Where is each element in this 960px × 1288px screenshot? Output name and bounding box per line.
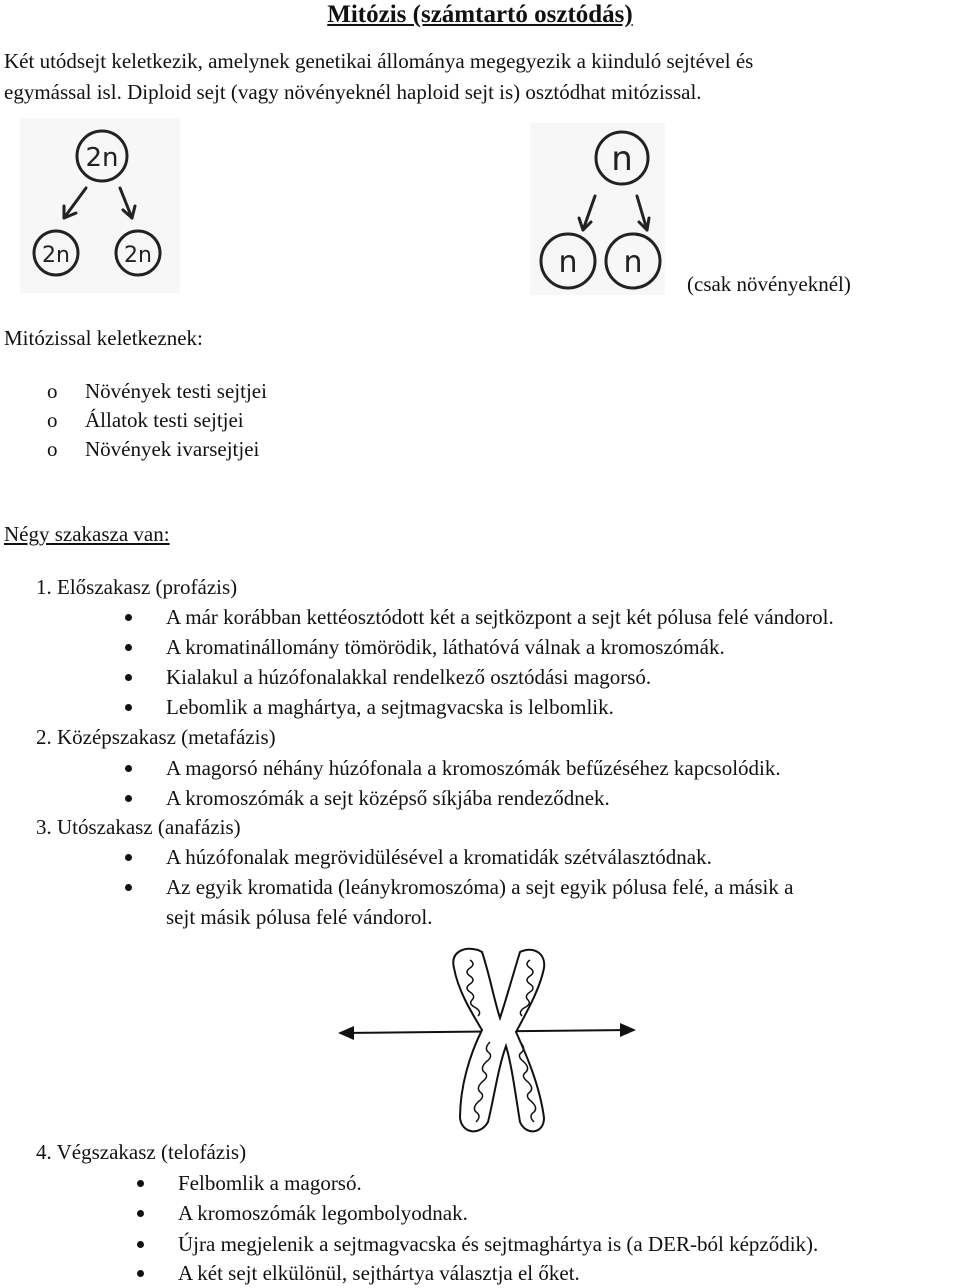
list-item: o Állatok testi sejtjei	[47, 408, 244, 432]
diploid-division-diagram	[20, 118, 190, 298]
phase-label: 3. Utószakasz (anafázis)	[36, 815, 241, 839]
plants-only-note: (csak növényeknél)	[687, 272, 851, 296]
list-marker: o	[47, 408, 58, 432]
intro-line-2: egymással isl. Diploid sejt (vagy növényeknél haploid sejt is) osztódhat mitózissal.	[4, 80, 702, 104]
list-item: A kromoszómák legombolyodnak.	[178, 1201, 468, 1225]
list-item: A kromatinállomány tömörödik, láthatóvá válnak a kromoszómák.	[166, 635, 725, 659]
parent-cell-label: 2n	[85, 143, 119, 173]
list-item: A magorsó néhány húzófonala a kromoszómák befűzéséhez kapcsolódik.	[166, 756, 781, 780]
phase-label: 1. Előszakasz (profázis)	[36, 575, 238, 599]
intro-line-1: Két utódsejt keletkezik, amelynek genetikai állománya megegyezik a kiinduló sejtével és	[4, 49, 754, 73]
list-item: Újra megjelenik a sejtmagvacska és sejtmaghártya is (a DER-ból képződik).	[178, 1232, 819, 1256]
list-item: o Növények ivarsejtjei	[47, 437, 260, 461]
list-item: A már korábban kettéosztódott két a sejtközpont a sejt két pólusa felé vándorol.	[166, 605, 834, 629]
list-item: Kialakul a húzófonalakkal rendelkező osztódási magorsó.	[166, 665, 652, 689]
list-item: o Növények testi sejtjei	[47, 379, 267, 403]
list-marker: o	[47, 437, 58, 461]
list-item: A kromoszómák a sejt középső síkjába rendeződnek.	[166, 786, 610, 810]
list-marker: o	[47, 379, 58, 403]
child-cell-label: n	[623, 245, 643, 280]
phase-label: 4. Végszakasz (telofázis)	[36, 1140, 247, 1164]
child-cell-label: 2n	[42, 243, 70, 268]
list-item: Lebomlik a maghártya, a sejtmagvacska is lelbomlik.	[166, 695, 614, 719]
child-cell-label: n	[558, 245, 578, 280]
list-item: Felbomlik a magorsó.	[178, 1171, 362, 1195]
formed-heading: Mitózissal keletkeznek:	[4, 326, 203, 350]
haploid-division-diagram	[525, 118, 675, 303]
parent-cell-label: n	[611, 139, 633, 179]
phases-heading: Négy szakasza van:	[4, 522, 170, 546]
list-item: Az egyik kromatida (leánykromoszóma) a sejt egyik pólusa felé, a másik a	[166, 875, 794, 899]
chromosome-illustration	[330, 938, 650, 1143]
phase-label: 2. Középszakasz (metafázis)	[36, 725, 276, 749]
child-cell-label: 2n	[124, 243, 152, 268]
list-item: A két sejt elkülönül, sejthártya választja el őket.	[178, 1261, 580, 1285]
page-title: Mitózis (számtartó osztódás)	[327, 1, 633, 28]
list-item: A húzófonalak megrövidülésével a kromatidák szétválasztódnak.	[166, 845, 712, 869]
list-item-continuation: sejt másik pólusa felé vándorol.	[166, 905, 433, 929]
